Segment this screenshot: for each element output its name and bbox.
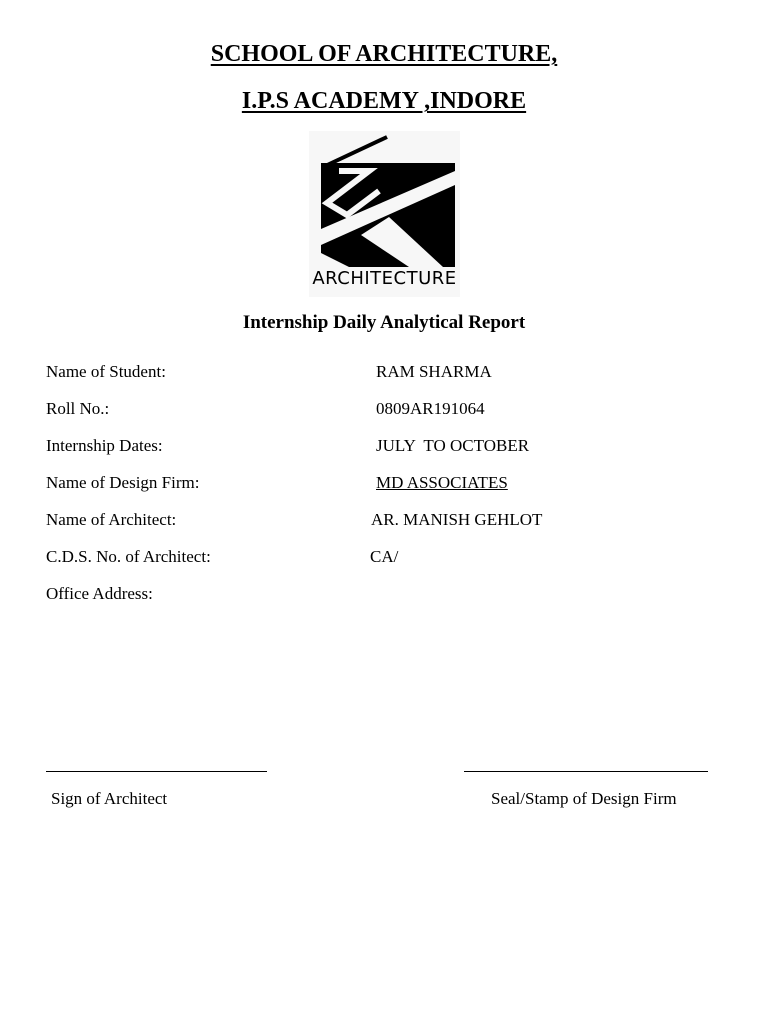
logo-graphic [309, 131, 460, 271]
architect-signature-line [46, 771, 267, 772]
field-label-firm: Name of Design Firm: [46, 473, 200, 492]
logo-text: ARCHITECTURE [312, 268, 457, 289]
report-title: Internship Daily Analytical Report [242, 312, 526, 333]
architecture-logo-icon [309, 131, 460, 297]
firm-stamp-line [464, 771, 708, 772]
field-value-firm: MD ASSOCIATES [376, 473, 508, 492]
field-label-address: Office Address: [46, 584, 153, 603]
field-value-cds: CA/ [370, 547, 399, 566]
field-value-dates: JULY TO OCTOBER [376, 436, 530, 455]
firm-stamp-label: Seal/Stamp of Design Firm [491, 789, 677, 808]
academy-title: I.P.S ACADEMY ,INDORE [241, 88, 527, 114]
field-label-dates: Internship Dates: [46, 436, 163, 455]
field-label-architect: Name of Architect: [46, 510, 177, 529]
field-label-student: Name of Student: [46, 362, 166, 381]
field-label-roll: Roll No.: [46, 399, 110, 418]
field-value-architect: AR. MANISH GEHLOT [371, 510, 543, 529]
field-label-cds: C.D.S. No. of Architect: [46, 547, 211, 566]
field-value-student: RAM SHARMA [376, 362, 492, 381]
field-value-roll: 0809AR191064 [376, 399, 485, 418]
architect-signature-label: Sign of Architect [51, 789, 168, 808]
school-title: SCHOOL OF ARCHITECTURE, [210, 41, 558, 67]
